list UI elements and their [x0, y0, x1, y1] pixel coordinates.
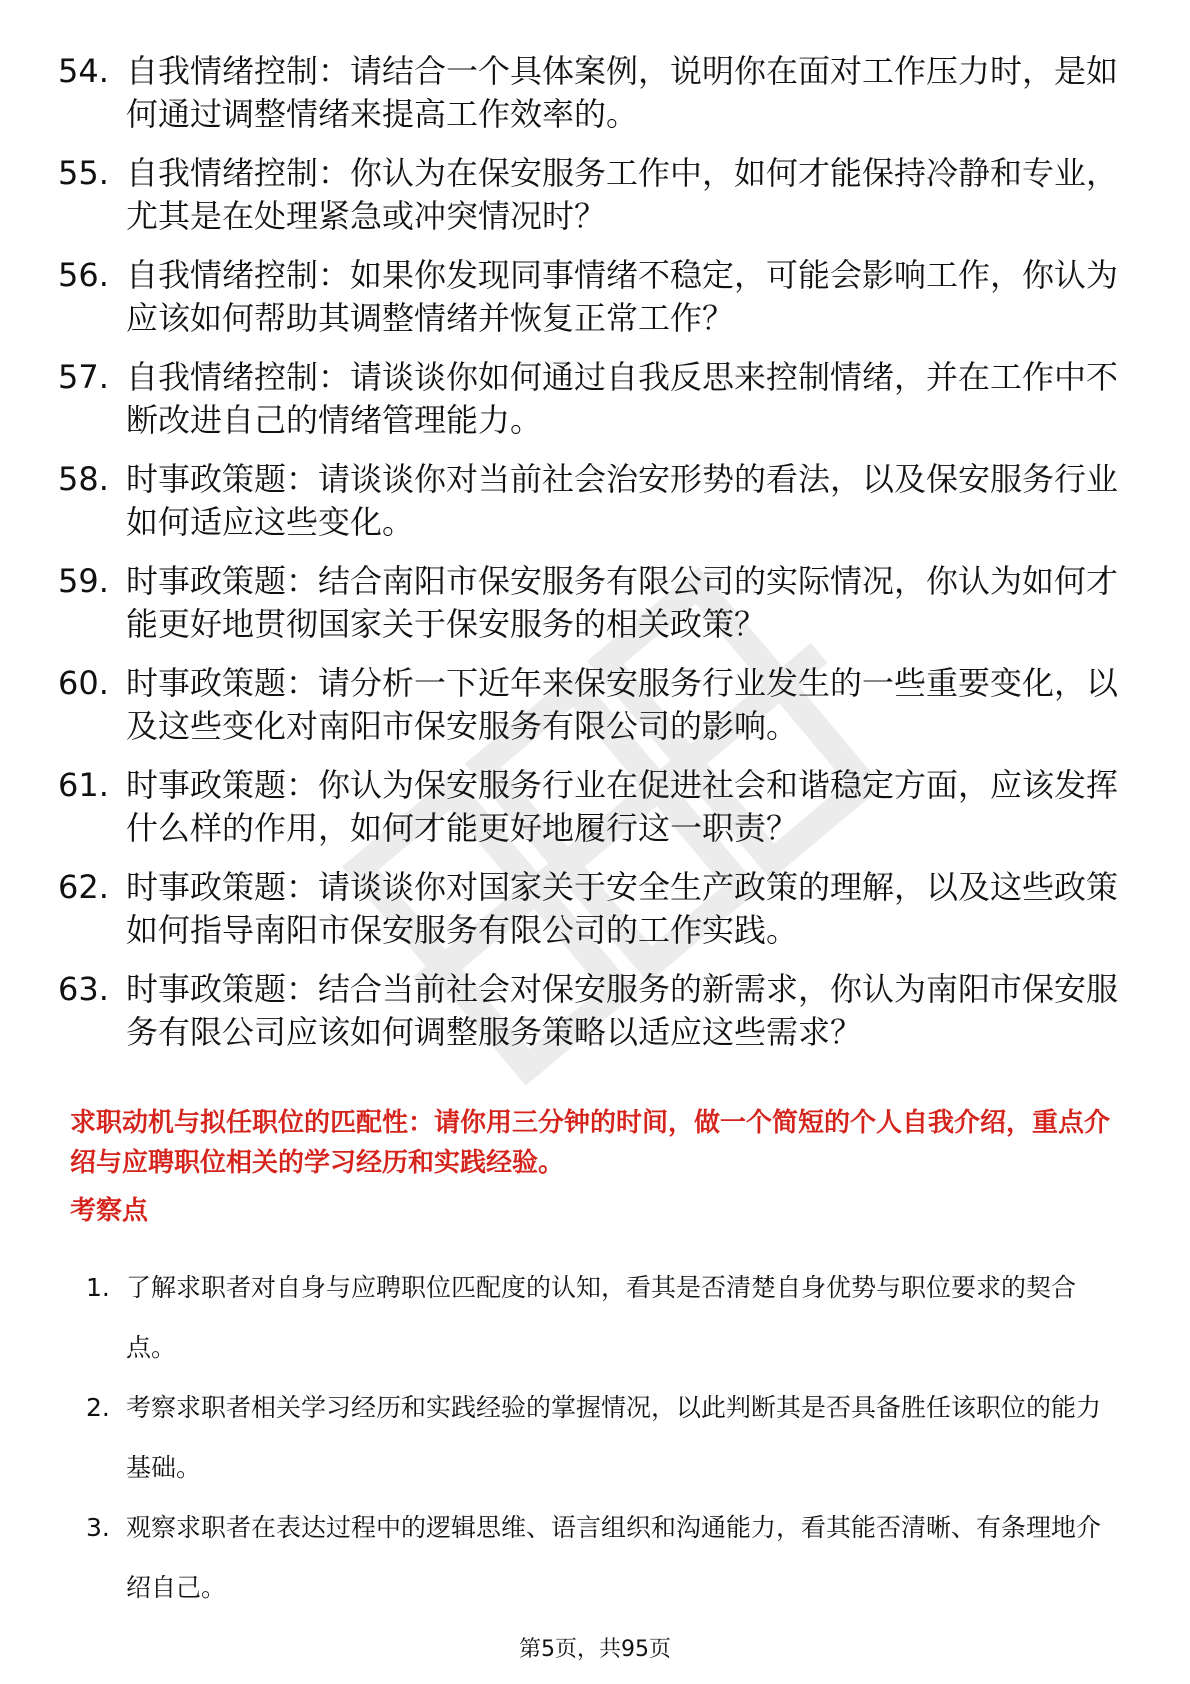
question-text: 自我情绪控制：如果你发现同事情绪不稳定，可能会影响工作，你认为应该如何帮助其调整情绪并恢复正常工作？ — [126, 256, 1119, 337]
question-text: 时事政策题：请谈谈你对当前社会治安形势的看法，以及保安服务行业如何适应这些变化。 — [126, 460, 1119, 541]
question-list — [58, 50, 1118, 1070]
question-item — [58, 458, 1118, 544]
question-text: 时事政策题：请谈谈你对国家关于安全生产政策的理解，以及这些政策如何指导南阳市保安服务有限公司的工作实践。 — [126, 868, 1119, 949]
list-item-number: 1. — [86, 1273, 110, 1302]
list-item — [86, 1258, 1116, 1378]
question-text: 时事政策题：结合南阳市保安服务有限公司的实际情况，你认为如何才能更好地贯彻国家关于保安服务的相关政策？ — [126, 562, 1119, 643]
question-text: 自我情绪控制：请谈谈你如何通过自我反思来控制情绪，并在工作中不断改进自己的情绪管理能力。 — [126, 358, 1119, 439]
question-item — [58, 560, 1118, 646]
list-item-text: 观察求职者在表达过程中的逻辑思维、语言组织和沟通能力，看其能否清晰、有条理地介绍自己。 — [126, 1513, 1102, 1602]
list-item — [86, 1378, 1116, 1498]
question-item — [58, 662, 1118, 748]
question-item — [58, 866, 1118, 952]
question-number: 54. — [58, 52, 109, 90]
question-number: 60. — [58, 664, 109, 702]
list-item-text: 考察求职者相关学习经历和实践经验的掌握情况，以此判断其是否具备胜任该职位的能力基础。 — [126, 1393, 1102, 1482]
question-item — [58, 254, 1118, 340]
question-item — [58, 356, 1118, 442]
question-text: 时事政策题：你认为保安服务行业在促进社会和谐稳定方面，应该发挥什么样的作用，如何才能更好地履行这一职责？ — [126, 766, 1119, 847]
question-item — [58, 50, 1118, 136]
section-title: 求职动机与拟任职位的匹配性：请你用三分钟的时间，做一个简短的个人自我介绍，重点介绍与应聘职位相关的学习经历和实践经验。 — [70, 1108, 1111, 1178]
page-number-footer: 第5页，共95页 — [519, 1637, 671, 1662]
question-item — [58, 968, 1118, 1054]
list-item-number: 2. — [86, 1393, 110, 1422]
question-number: 56. — [58, 256, 109, 294]
question-text: 自我情绪控制：请结合一个具体案例，说明你在面对工作压力时，是如何通过调整情绪来提高工作效率的。 — [126, 52, 1119, 133]
list-item — [86, 1498, 1116, 1618]
question-item — [58, 764, 1118, 850]
question-number: 57. — [58, 358, 109, 396]
question-number: 55. — [58, 154, 109, 192]
points-title: 考察点 — [70, 1196, 149, 1226]
question-number: 62. — [58, 868, 109, 906]
question-text: 时事政策题：结合当前社会对保安服务的新需求，你认为南阳市保安服务有限公司应该如何调整服务策略以适应这些需求？ — [126, 970, 1119, 1051]
question-number: 61. — [58, 766, 109, 804]
question-text: 时事政策题：请分析一下近年来保安服务行业发生的一些重要变化，以及这些变化对南阳市保安服务有限公司的影响。 — [126, 664, 1119, 745]
assessment-points-list — [86, 1258, 1116, 1618]
list-item-text: 了解求职者对自身与应聘职位匹配度的认知，看其是否清楚自身优势与职位要求的契合点。 — [126, 1273, 1077, 1362]
question-text: 自我情绪控制：你认为在保安服务工作中，如何才能保持冷静和专业，尤其是在处理紧急或冲突情况时？ — [126, 154, 1119, 235]
list-item-number: 3. — [86, 1513, 110, 1542]
question-item — [58, 152, 1118, 238]
question-number: 59. — [58, 562, 109, 600]
question-number: 58. — [58, 460, 109, 498]
question-number: 63. — [58, 970, 109, 1008]
